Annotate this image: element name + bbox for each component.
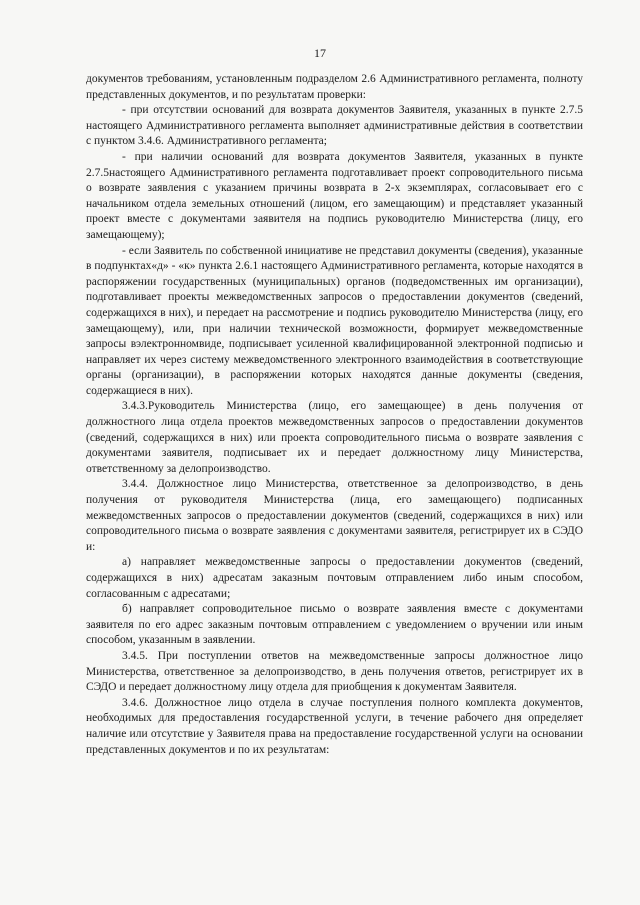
paragraph: б) направляет сопроводительное письмо о возврате заявления вместе с документами заявителя по его адрес заказным почтовым отправлением с уведомлением о вручении или иным способом, указанным в заявлении.: [86, 603, 583, 647]
paragraph: - при наличии оснований для возврата документов Заявителя, указанных в пункте 2.7.5настоящего Административного регламента подготавливает проект сопроводительного письма о возврате заявления с указанием причины возврата в 2-х экземплярах, согласовывает его с начальником отдела земельных отношений (лицом, его замещающим) и представляет указанный проект вместе с документами заявителя на подпись руководителю Министерства (лицу, его замещающему);: [86, 150, 583, 241]
paragraph: - если Заявитель по собственной инициативе не представил документы (сведения), указанные в подпунктах«д» - «к» пункта 2.6.1 настоящего Административного регламента, которые находятся в распоряжении государственных (муниципальных) органов (подведомственных им организации), подготавливает проекты межведомственных запросов о предоставлении документов (сведений, содержащихся в них), и передает на рассмотрение и подпись руководителю Министерства (лицу, его замещающему), или, при наличии технической возможности, формирует межведомственные запросы вэлектронномвиде, подписывает усиленной квалифицированной электронной подписью и направляет их через систему межведомственного электронного взаимодействия в соответствующие органы (организации), в распоряжении которых находятся данные документы (сведения, содержащиеся в них).: [86, 244, 583, 397]
paragraph: а) направляет межведомственные запросы о предоставлении документов (сведений, содержащихся в них) адресатам заказным почтовым отправлением либо иным способом, согласованным с адресатами;: [86, 556, 583, 600]
paragraph: документов требованиям, установленным подразделом 2.6 Административного регламента, полноту представленных документов, и по результатам проверки:: [86, 73, 583, 101]
paragraph: 3.4.6. Должностное лицо отдела в случае поступления полного комплекта документов, необходимых для предоставления государственной услуги, в течение рабочего дня определяет наличие или отсутствие у Заявителя права на предоставление государственной услуги на основании представленных документов и по их результатам:: [86, 696, 583, 756]
page-number: 17: [314, 46, 326, 60]
paragraph: 3.4.4. Должностное лицо Министерства, ответственное за делопроизводство, в день получения от руководителя Министерства (лица, его замещающего) подписанных межведомственных запросов о предоставлении документов (сведений, содержащихся в них) или сопроводительного письма о возврате заявления с документами заявителя, регистрирует их в СЭДО и:: [86, 478, 583, 553]
paragraph: 3.4.5. При поступлении ответов на межведомственные запросы должностное лицо Министерства, ответственное за делопроизводство, в день получения ответов, регистрирует их в СЭДО и передает должностному лицу отдела для приобщения к документам Заявителя.: [86, 649, 583, 694]
paragraph: - при отсутствии оснований для возврата документов Заявителя, указанных в пункте 2.7.5 настоящего Административного регламента выполняет административные действия в соответствии с пунктом 3.4.6. Административного регламента;: [86, 104, 583, 148]
document-body: [86, 72, 583, 758]
paragraph: 3.4.3.Руководитель Министерства (лицо, его замещающее) в день получения от должностного лица отдела проектов межведомственных запросов о предоставлении документов (сведений, содержащихся в них) или проекта сопроводительного письма о возврате заявления с документами заявителя, подписывает их и передает должностному лицу Министерства, ответственному за делопроизводство.: [86, 400, 583, 475]
